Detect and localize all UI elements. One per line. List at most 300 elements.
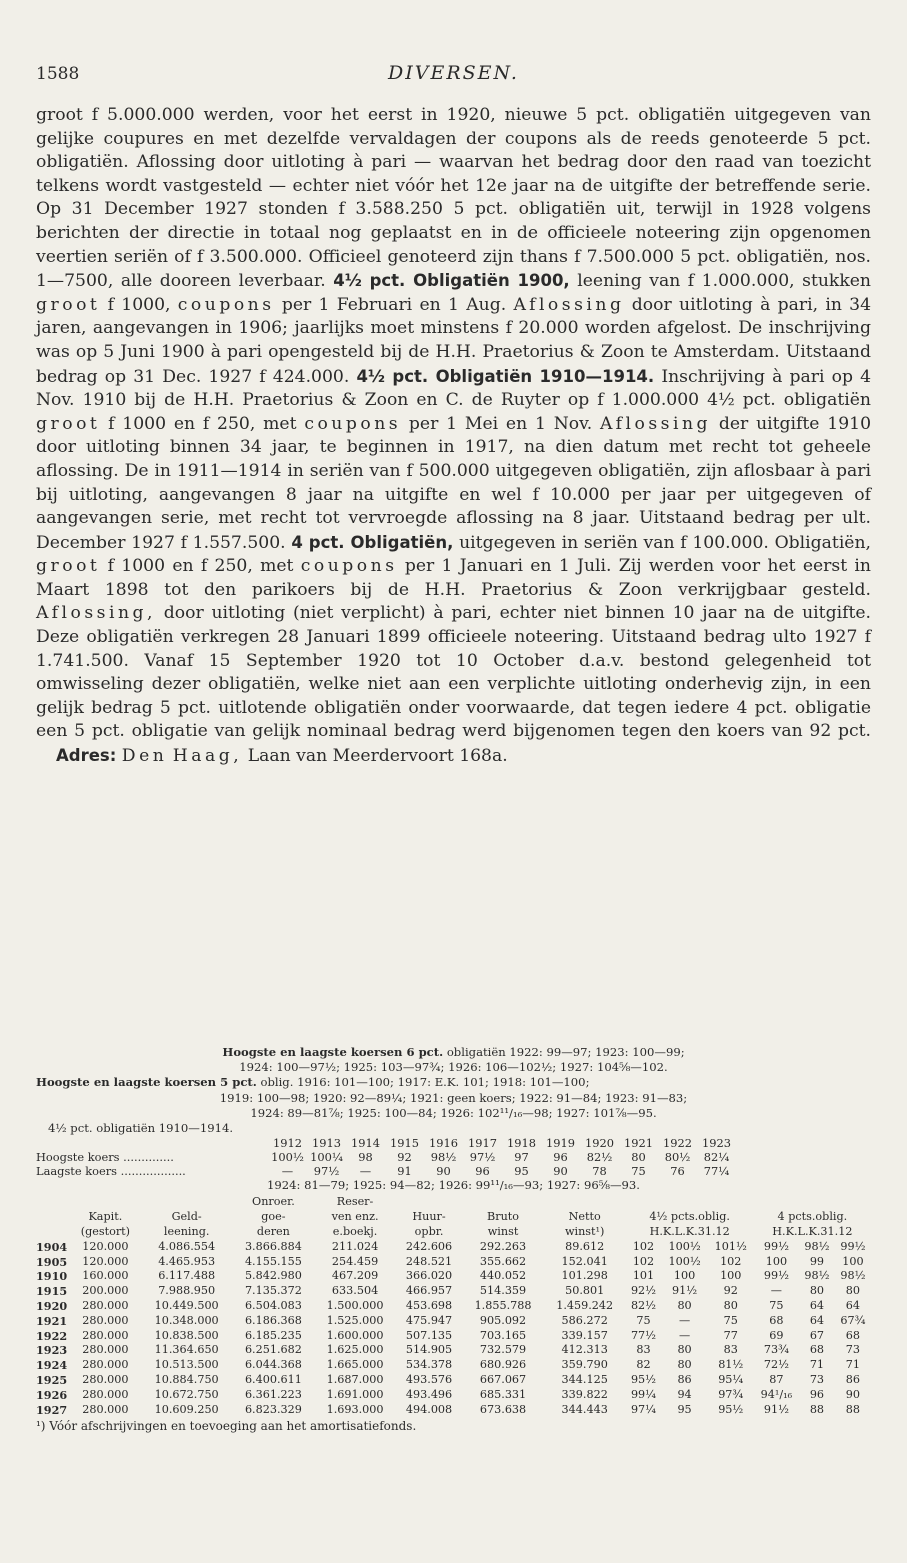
koers-table xyxy=(36,1136,736,1178)
table-cell: 339.157 xyxy=(561,1328,608,1342)
table-cell: 1914 xyxy=(351,1136,380,1151)
text-segment: door uitloting (niet verplicht) à pari, echter niet binnen 10 jaar na de uitgifte. Deze obligatiën verkregen 28 Januari 1899 officieele noteering. Uitstaand bedrag ulto 1927 f 1.741.500. Vanaf 15 September 1920 tot 10 October d.a.v. bestond gelegenheid tot omwisseling dezer obligatiën, welke niet aan een verplichte uitloting onderhevig zijn, in een gelijk bedrag 5 pct. uitlotende obligatiën onder voorwaarde, dat tegen iedere 4 pct. obligatie een 5 pct. obligatie van gelijk nominaal bedrag werd bijgenomen tegen den koers van 92 pct. xyxy=(36,603,871,742)
section-heading: 4½ pct. Obligatiën 1900, xyxy=(333,271,570,291)
table-cell: 75 xyxy=(631,1164,646,1179)
table-cell: 1917 xyxy=(468,1136,497,1151)
table-cell: 77 xyxy=(723,1328,738,1342)
price-line: 1919: 100—98; 1920: 92—89¼; 1921: geen koers; 1922: 91—84; 1923: 91—83; xyxy=(219,1090,688,1105)
table-cell: 248.521 xyxy=(405,1254,453,1268)
table-cell: 75 xyxy=(769,1299,784,1312)
table-header-row xyxy=(36,1225,871,1240)
table-row xyxy=(36,1388,871,1403)
table-cell: 673.638 xyxy=(479,1402,527,1416)
spaced-term: Aflossing, xyxy=(36,603,156,624)
table-cell: 71 xyxy=(809,1358,825,1372)
table-cell: 1.625.000 xyxy=(326,1343,384,1357)
table-cell: 1916 xyxy=(429,1136,458,1151)
table-row xyxy=(36,1343,871,1358)
table-cell: 80 xyxy=(677,1299,692,1312)
table-cell: 120.000 xyxy=(82,1239,129,1253)
table-cell: 6.186.368 xyxy=(244,1313,302,1327)
price-line-text: oblig. 1916: 101—100; 1917: E.K. 101; 1918: 101—100; xyxy=(260,1075,590,1090)
table-cell: 77½ xyxy=(630,1328,657,1342)
text-segment: per 1 Januari en 1 Juli. Zij werden voor het eerst in Maart 1898 tot den parikoers bij de H.H. Praetorius & Zoon verkrijgbaar gesteld. xyxy=(36,556,871,600)
statistics-section xyxy=(36,1045,871,1435)
address-label: Adres: xyxy=(56,746,117,766)
table-cell: 92½ xyxy=(630,1284,657,1298)
table-cell: 82 xyxy=(636,1358,651,1372)
table-cell: 280.000 xyxy=(82,1372,129,1386)
table-cell: 98½ xyxy=(840,1269,866,1283)
table-cell: 90 xyxy=(553,1164,568,1179)
table-cell: 1904 xyxy=(36,1239,68,1254)
price-line: 1924: 100—97½; 1925: 103—97¾; 1926: 106—102½; 1927: 104⅝—102. xyxy=(239,1060,668,1075)
price-line xyxy=(36,1075,871,1090)
table-cell: 76 xyxy=(670,1164,685,1179)
table-cell: — xyxy=(359,1164,372,1179)
column-header: ven enz. xyxy=(331,1210,379,1224)
table-cell: 99 xyxy=(809,1254,825,1268)
table-cell: — xyxy=(678,1328,691,1342)
table-cell: 440.052 xyxy=(479,1269,527,1283)
column-header: 4½ pcts.oblig. xyxy=(649,1210,730,1224)
table-cell: 100 xyxy=(673,1269,696,1283)
table-cell: 1912 xyxy=(273,1136,302,1151)
table-cell: 1.525.000 xyxy=(326,1313,384,1327)
table-cell: 80½ xyxy=(664,1150,691,1165)
table-cell: 89.612 xyxy=(565,1239,605,1253)
table-cell: 92 xyxy=(723,1284,738,1298)
table-cell: 1922 xyxy=(36,1328,68,1343)
column-header xyxy=(626,1195,754,1210)
table-cell: 1.600.000 xyxy=(326,1328,384,1342)
table-cell: 6.400.611 xyxy=(244,1372,302,1386)
table-cell: 99½ xyxy=(763,1239,789,1253)
table-cell: 6.044.368 xyxy=(244,1358,302,1372)
table-cell: 100 xyxy=(842,1254,864,1268)
column-header: Huur- xyxy=(412,1210,446,1224)
table-cell: 3.866.884 xyxy=(244,1239,302,1253)
column-header: e.boekj. xyxy=(332,1225,378,1239)
table-cell: 68 xyxy=(845,1328,861,1342)
table-cell: 80 xyxy=(845,1284,861,1298)
paragraph xyxy=(36,104,871,769)
table-cell: 99¼ xyxy=(630,1387,657,1401)
text-segment: f 1000 en f 250, met xyxy=(107,556,294,577)
column-header xyxy=(36,1225,70,1240)
table-cell: 6.251.682 xyxy=(244,1343,302,1357)
table-cell: 1918 xyxy=(507,1136,536,1151)
table-cell: 152.041 xyxy=(561,1254,608,1268)
price-line: 1924: 81—79; 1925: 94—82; 1926: 99¹¹/₁₆—93; 1927: 96⅝—93. xyxy=(267,1178,640,1193)
table-cell: 254.459 xyxy=(331,1254,379,1268)
table-cell: 73 xyxy=(845,1343,861,1357)
table-cell: 69 xyxy=(769,1328,784,1342)
table-cell: 95½ xyxy=(718,1402,744,1416)
table-cell: 100¼ xyxy=(310,1150,343,1165)
table-cell: 514.359 xyxy=(479,1284,527,1298)
column-header: Onroer. xyxy=(252,1195,295,1209)
column-header: 4 pcts.oblig. xyxy=(777,1210,848,1224)
table-cell: 507.135 xyxy=(405,1328,453,1342)
column-header xyxy=(36,1195,70,1210)
page-header xyxy=(36,58,871,92)
table-row xyxy=(36,1314,871,1329)
table-cell: 586.272 xyxy=(561,1313,608,1327)
table-cell: 78 xyxy=(592,1164,607,1179)
table-cell: 99½ xyxy=(763,1269,789,1283)
table-cell: 64 xyxy=(845,1299,861,1312)
table-cell: 4.155.155 xyxy=(244,1254,302,1268)
text-segment: der uitgifte 1910 door uitloting binnen 34 jaar, te beginnen in 1917, na dien datum met recht tot geheele aflossing. De in 1911—1914 in seriën van f 500.000 uitgegeven obligatiën, zijn aflosbaar à pari bij uitloting, aangevangen 8 jaar na uitgifte en wel f 10.000 per jaar per uitgegeven of aangevangen serie, met recht tot vervroegde aflossing na 8 jaar. Uitstaand bedrag per ult. December 1927 f 1.557.500. xyxy=(36,413,872,553)
table-cell: 467.209 xyxy=(331,1269,379,1283)
table-cell: 1910 xyxy=(36,1269,68,1284)
table-cell: 87 xyxy=(769,1372,784,1386)
table-row xyxy=(36,1373,871,1388)
table-cell: 493.496 xyxy=(405,1387,453,1401)
text-segment: groot f 5.000.000 werden, voor het eerst in 1920, nieuwe 5 pct. obligatiën uitgegeven van gelijke coupures en met dezelfde vervaldagen der coupons als de reeds genoteerde 5 pct. obligatiën. Aflossing door uitloting à pari — waarvan het bedrag door den raad van toezicht telkens wordt vastgesteld — echter niet vóór het 12e jaar na de uitgifte der betreffende serie. Op 31 December 1927 stonden f 3.588.250 5 pct. obligatiën uit, terwijl in 1928 volgens berichten der directie in totaal nog geplaatst en in de officieele noteering zijn opgenomen veertien seriën of f 3.500.000. Officieel genoteerd zijn thans f 7.500.000 5 pct. obligatiën, nos. 1—7500, alle dooreen leverbaar. xyxy=(36,105,871,292)
table-cell: 100½ xyxy=(271,1150,304,1165)
table-header-row xyxy=(36,1195,871,1210)
table-cell: — xyxy=(281,1164,294,1179)
table-cell: 98½ xyxy=(430,1150,457,1165)
table-cell: 100½ xyxy=(668,1239,701,1253)
table-row xyxy=(36,1284,871,1299)
table-cell: 1926 xyxy=(36,1387,68,1402)
table-cell: 453.698 xyxy=(405,1299,453,1312)
table-cell: 102 xyxy=(632,1239,655,1253)
table-cell: 90 xyxy=(436,1164,451,1179)
table-cell: 1920 xyxy=(585,1136,614,1151)
table-row xyxy=(36,1269,871,1284)
table-cell: 86 xyxy=(677,1372,692,1386)
table-cell: 10.609.250 xyxy=(154,1402,219,1416)
table-cell: 101 xyxy=(632,1269,655,1283)
table-cell: 1.691.000 xyxy=(326,1387,384,1401)
table-cell: 412.313 xyxy=(561,1343,608,1357)
table-cell: 98 xyxy=(358,1150,373,1165)
column-header: Kapit. xyxy=(88,1210,123,1224)
table-cell: 67 xyxy=(809,1328,825,1342)
spaced-term: Haag, xyxy=(172,746,243,767)
table-cell: 64 xyxy=(809,1299,825,1312)
table-cell: 7.135.372 xyxy=(244,1284,302,1298)
table-cell: 97¾ xyxy=(718,1387,744,1401)
table-cell: 91½ xyxy=(672,1284,698,1298)
table-cell: 6.361.223 xyxy=(244,1387,302,1401)
table-cell: 75 xyxy=(723,1313,738,1327)
table-cell: 1927 xyxy=(36,1402,68,1417)
table-cell: 81½ xyxy=(718,1358,744,1372)
table-cell: 102 xyxy=(720,1254,742,1268)
table-cell: 680.926 xyxy=(479,1358,527,1372)
table-row xyxy=(36,1150,736,1164)
table-cell: 200.000 xyxy=(82,1284,129,1298)
table-cell: 92 xyxy=(397,1150,412,1165)
footnote: ¹) Vóór afschrijvingen en toevoeging aan het amortisatiefonds. xyxy=(36,1419,417,1434)
table-cell: 1.459.242 xyxy=(556,1299,614,1312)
table-row xyxy=(36,1358,871,1373)
address: Laan van Meerdervoort 168a. xyxy=(247,746,508,767)
column-header: (gestort) xyxy=(80,1225,131,1239)
table-cell: 83 xyxy=(723,1343,738,1357)
table-cell: 6.185.235 xyxy=(244,1328,302,1342)
table-cell: 280.000 xyxy=(82,1402,129,1416)
table-cell: 120.000 xyxy=(82,1254,129,1268)
table-cell: 88 xyxy=(809,1402,825,1416)
table-cell: 6.117.488 xyxy=(158,1269,216,1283)
text-segment: Inschrijving à pari op 4 Nov. 1910 bij de H.H. Praetorius & Zoon en C. de Ruyter op f 1.000.000 4½ pct. obligatiën xyxy=(36,366,872,411)
table-cell: 100 xyxy=(720,1269,742,1283)
table-cell: 73¾ xyxy=(763,1343,789,1357)
table-cell: 77¼ xyxy=(703,1164,730,1179)
table-cell: 80 xyxy=(677,1343,692,1357)
table-cell: 514.905 xyxy=(405,1343,453,1357)
table-cell: 98½ xyxy=(804,1239,830,1253)
table-cell: 1915 xyxy=(390,1136,419,1151)
section-heading: 4½ pct. Obligatiën 1910—1914. xyxy=(356,366,655,386)
table-cell: 633.504 xyxy=(331,1284,379,1298)
text-segment: f 1000 en f 250, met xyxy=(108,413,297,434)
table-cell: 5.842.980 xyxy=(244,1269,302,1283)
table-cell: 280.000 xyxy=(82,1343,129,1357)
table-cell: 280.000 xyxy=(82,1358,129,1372)
table-cell: 242.606 xyxy=(405,1239,453,1253)
table-cell: 4.086.554 xyxy=(158,1239,216,1253)
table-row xyxy=(36,1240,871,1255)
table-cell: 102 xyxy=(632,1254,655,1268)
spaced-term: coupons xyxy=(300,556,398,577)
table-cell: 280.000 xyxy=(82,1313,129,1327)
table-cell: 6.823.329 xyxy=(244,1402,302,1416)
table-cell: 80 xyxy=(809,1284,825,1298)
table-cell: 1905 xyxy=(36,1254,68,1269)
table-cell: 96 xyxy=(475,1164,490,1179)
column-header: deren xyxy=(256,1225,290,1239)
table-cell: 1913 xyxy=(312,1136,341,1151)
column-header xyxy=(544,1195,626,1210)
table-cell: 10.513.500 xyxy=(154,1358,219,1372)
table-cell: 355.662 xyxy=(479,1254,527,1268)
table-cell: 280.000 xyxy=(82,1328,129,1342)
column-header: Netto xyxy=(568,1210,601,1224)
table-cell: 96 xyxy=(553,1150,568,1165)
table-cell: 95 xyxy=(677,1402,692,1416)
table-cell: 344.443 xyxy=(561,1402,608,1416)
table-caption: 4½ pct. obligatiën 1910—1914. xyxy=(48,1121,234,1136)
column-header xyxy=(36,1210,70,1225)
table-cell: 50.801 xyxy=(565,1284,605,1298)
table-cell: 1923 xyxy=(36,1343,68,1358)
table-cell: 75 xyxy=(636,1313,651,1327)
spaced-term: coupons xyxy=(304,413,402,434)
column-header xyxy=(462,1195,544,1210)
table-cell: 493.576 xyxy=(405,1372,453,1386)
table-cell: 1.693.000 xyxy=(326,1402,384,1416)
table-cell: 80 xyxy=(723,1299,738,1312)
table-cell: 88 xyxy=(845,1402,861,1416)
column-header xyxy=(70,1195,141,1210)
table-cell: 1924 xyxy=(36,1358,68,1373)
table-cell: 1922 xyxy=(663,1136,692,1151)
column-header xyxy=(396,1195,462,1210)
table-cell: 7.988.950 xyxy=(158,1284,216,1298)
spaced-term: groot xyxy=(36,556,101,577)
table-cell: 73 xyxy=(809,1372,825,1386)
text-segment: per 1 Februari en 1 Aug. xyxy=(281,294,507,315)
spaced-term: coupons xyxy=(177,294,275,315)
column-header: Reser- xyxy=(336,1195,374,1209)
table-cell: 72½ xyxy=(763,1358,789,1372)
column-header: H.K.L.K.31.12 xyxy=(772,1225,853,1239)
spaced-term: Aflossing xyxy=(513,294,625,315)
table-cell: 905.092 xyxy=(479,1313,527,1327)
table-cell: 1919 xyxy=(546,1136,575,1151)
spaced-term: Den xyxy=(121,746,168,767)
table-cell: 494.008 xyxy=(405,1402,453,1416)
table-cell: 1921 xyxy=(36,1313,68,1328)
table-cell: 10.348.000 xyxy=(154,1313,219,1327)
table-cell: 80 xyxy=(631,1150,646,1165)
table-cell: 10.449.500 xyxy=(154,1299,219,1312)
table-cell: 97½ xyxy=(469,1150,496,1165)
table-cell: 11.364.650 xyxy=(154,1343,219,1357)
financial-table xyxy=(36,1195,871,1417)
column-header: Geld- xyxy=(171,1210,202,1224)
column-header: winst¹) xyxy=(564,1225,605,1239)
table-cell: 99½ xyxy=(840,1239,866,1253)
table-cell: 95¼ xyxy=(718,1372,744,1386)
table-cell: 96 xyxy=(809,1387,825,1401)
table-cell: 100½ xyxy=(668,1254,701,1268)
table-cell: 6.504.083 xyxy=(244,1299,302,1312)
table-cell: 71 xyxy=(845,1358,861,1372)
table-cell: 95 xyxy=(514,1164,529,1179)
table-cell: 91 xyxy=(397,1164,412,1179)
spaced-term: groot xyxy=(36,294,101,315)
text-segment: per 1 Mei en 1 Nov. xyxy=(408,413,593,434)
table-header-row xyxy=(36,1210,871,1225)
column-header: goe- xyxy=(261,1210,286,1224)
table-cell: 1.665.000 xyxy=(326,1358,384,1372)
column-header xyxy=(141,1195,233,1210)
table-cell: 97 xyxy=(514,1150,529,1165)
table-cell: 466.957 xyxy=(405,1284,453,1298)
table-cell: 91½ xyxy=(763,1402,789,1416)
section-heading: 4 pct. Obligatiën, xyxy=(291,532,454,552)
table-cell: 97¼ xyxy=(630,1402,657,1416)
text-segment: f 1000, xyxy=(107,294,171,315)
column-header: opbr. xyxy=(414,1225,444,1239)
table-cell: 1923 xyxy=(702,1136,731,1151)
table-cell: 68 xyxy=(809,1343,825,1357)
table-cell: 1920 xyxy=(36,1299,68,1313)
table-cell: 98½ xyxy=(804,1269,830,1283)
table-cell: 101½ xyxy=(714,1239,747,1253)
table-cell: 82½ xyxy=(586,1150,613,1165)
table-row xyxy=(36,1136,736,1150)
table-cell: 86 xyxy=(845,1372,861,1386)
row-label: Laagste koers .................. xyxy=(36,1164,186,1179)
table-cell: 339.822 xyxy=(561,1387,608,1401)
table-cell: 1.500.000 xyxy=(326,1299,384,1312)
page-number: 1588 xyxy=(36,64,80,84)
table-cell: — xyxy=(678,1313,691,1327)
table-cell: 359.790 xyxy=(561,1358,608,1372)
table-row xyxy=(36,1403,871,1418)
table-cell: 100 xyxy=(765,1254,788,1268)
table-cell: 1.855.788 xyxy=(474,1299,532,1312)
table-cell: 475.947 xyxy=(405,1313,453,1327)
table-cell: 83 xyxy=(636,1343,651,1357)
table-cell: 67¾ xyxy=(840,1313,866,1327)
column-header: H.K.L.K.31.12 xyxy=(649,1225,730,1239)
table-cell: 1.687.000 xyxy=(326,1372,384,1386)
table-cell: 732.579 xyxy=(479,1343,527,1357)
table-cell: 82½ xyxy=(630,1299,657,1312)
table-cell: 160.000 xyxy=(82,1269,129,1283)
price-line: 1924: 89—81⅞; 1925: 100—84; 1926: 102¹¹/₁₆—98; 1927: 101⅞—95. xyxy=(250,1105,657,1120)
table-cell: 280.000 xyxy=(82,1299,129,1312)
table-cell: — xyxy=(770,1284,782,1298)
price-line-label: Hoogste en laagste koersen 6 pct. xyxy=(222,1045,444,1059)
table-cell: 10.672.750 xyxy=(154,1387,219,1401)
table-cell: 667.067 xyxy=(479,1372,527,1386)
table-cell: 101.298 xyxy=(561,1269,608,1283)
table-cell: 80 xyxy=(677,1358,692,1372)
spaced-term: Aflossing xyxy=(600,413,712,434)
table-cell: 4.465.953 xyxy=(158,1254,216,1268)
table-cell: 10.838.500 xyxy=(154,1328,219,1342)
table-cell: 534.378 xyxy=(405,1358,453,1372)
table-row xyxy=(36,1329,871,1344)
table-cell: 94 xyxy=(677,1387,692,1401)
column-header xyxy=(754,1195,871,1210)
table-row xyxy=(36,1164,736,1178)
page-title: DIVERSEN. xyxy=(388,62,519,84)
table-cell: 685.331 xyxy=(479,1387,527,1401)
table-cell: 90 xyxy=(845,1387,861,1401)
text-segment: door uitloting à pari, in 34 jaren, aangevangen in 1906; jaarlijks moet minstens f 20.000 worden afgelost. De inschrijving was op 5 Juni 1900 à pari opengesteld bij de H.H. Praetorius & Zoon te Amsterdam. Uitstaand bedrag op 31 Dec. 1927 f 424.000. xyxy=(36,294,872,387)
price-line-label: Hoogste en laagste koersen 5 pct. xyxy=(36,1075,257,1090)
table-cell: 280.000 xyxy=(82,1387,129,1401)
table-cell: 1921 xyxy=(624,1136,653,1151)
table-cell: 211.024 xyxy=(331,1239,379,1253)
table-cell: 1915 xyxy=(36,1284,68,1299)
column-header: Bruto xyxy=(487,1210,520,1224)
table-cell: 344.125 xyxy=(561,1372,608,1386)
table-cell: 94¹/₁₆ xyxy=(760,1387,793,1401)
table-cell: 64 xyxy=(809,1313,825,1327)
column-header: winst xyxy=(487,1225,519,1239)
body-text xyxy=(36,104,871,769)
table-cell: 10.884.750 xyxy=(154,1372,219,1386)
table-row xyxy=(36,1255,871,1270)
table-cell: 68 xyxy=(769,1313,784,1327)
table-cell: 97½ xyxy=(313,1164,340,1179)
table-cell: 703.165 xyxy=(479,1328,527,1342)
price-line-text: obligatiën 1922: 99—97; 1923: 100—99; xyxy=(446,1045,685,1059)
table-cell: 95½ xyxy=(630,1372,657,1386)
row-label: Hoogste koers .............. xyxy=(36,1150,174,1165)
price-line xyxy=(36,1045,871,1060)
table-cell: 82¼ xyxy=(703,1150,730,1165)
spaced-term: groot xyxy=(36,413,101,434)
text-segment: uitgegeven in seriën van f 100.000. Obligatiën, xyxy=(459,532,872,553)
table-row xyxy=(36,1299,871,1314)
table-cell: 366.020 xyxy=(405,1269,453,1283)
column-header: leening. xyxy=(163,1225,210,1239)
